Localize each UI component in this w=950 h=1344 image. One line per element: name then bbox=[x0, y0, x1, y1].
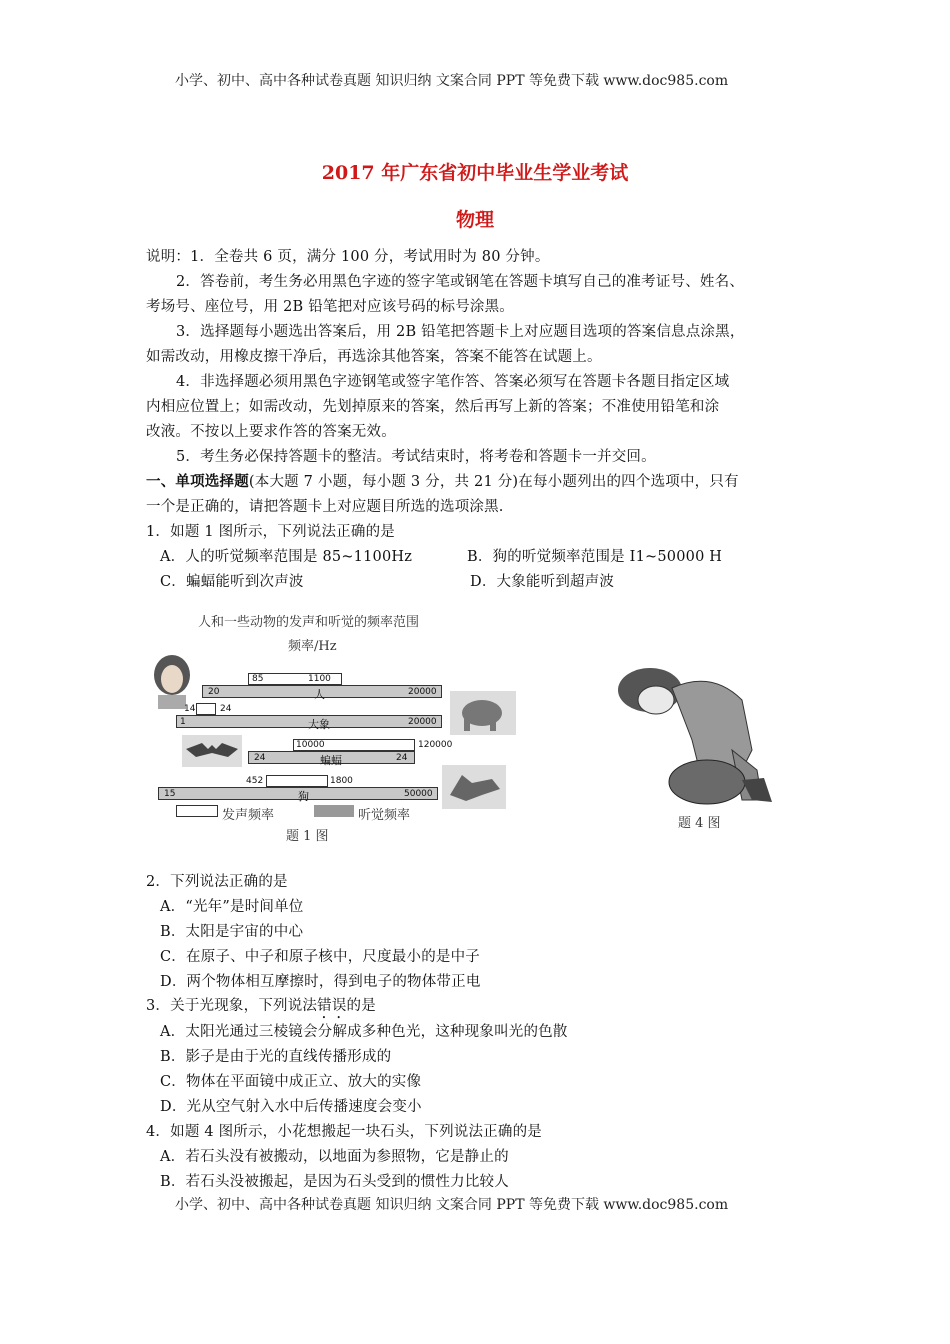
legend-emit-label: 发声频率 bbox=[222, 808, 275, 823]
label: 狗 bbox=[298, 790, 309, 803]
instruction-line: 考场号、座位号，用 2B 铅笔把对应该号码的标号涂黑。 bbox=[146, 299, 514, 315]
emit-bar-elephant bbox=[196, 703, 216, 715]
question-1-stem: 1．如题 1 图所示，下列说法正确的是 bbox=[146, 524, 395, 540]
dog-icon bbox=[442, 765, 506, 809]
girl-lifting-stone-illustration bbox=[592, 660, 792, 810]
subject-title: 物理 bbox=[455, 209, 494, 231]
question-2-option-c: C．在原子、中子和原子核中，尺度最小的是中子 bbox=[160, 949, 480, 965]
person-icon bbox=[148, 653, 196, 709]
label: 1800 bbox=[330, 776, 353, 786]
label: 50000 bbox=[404, 789, 433, 799]
instruction-line: 改液。不按以上要求作答的答案无效。 bbox=[146, 424, 396, 440]
label: 蝙蝠 bbox=[320, 754, 342, 767]
question-3-option-b: B．影子是由于光的直线传播形成的 bbox=[160, 1049, 392, 1065]
exam-title: 2017 年广东省初中毕业生学业考试 bbox=[321, 162, 629, 184]
legend-hear-swatch bbox=[314, 805, 354, 817]
section-title: 一、单项选择题 bbox=[146, 473, 249, 490]
instruction-line: 3．选择题每小题选出答案后，用 2B 铅笔把答题卡上对应题目选项的答案信息点涂黑， bbox=[176, 324, 745, 340]
label: 15 bbox=[164, 789, 176, 799]
label: 人 bbox=[314, 688, 325, 701]
instruction-line: 2．答卷前，考生务必用黑色字迹的签字笔或钢笔在答题卡填写自己的准考证号、姓名、 bbox=[176, 274, 745, 290]
question-3-option-d: D．光从空气射入水中后传播速度会变小 bbox=[160, 1099, 422, 1115]
figure-4-caption: 题 4 图 bbox=[678, 816, 721, 831]
question-3-stem-post: 的是 bbox=[346, 998, 376, 1014]
question-3-option-a: A．太阳光通过三棱镜会分解成多种色光，这种现象叫光的色散 bbox=[160, 1024, 568, 1040]
question-3-stem bbox=[146, 994, 376, 1022]
figure-1-unit: 频率/Hz bbox=[288, 639, 337, 654]
instruction-line: 内相应位置上；如需改动，先划掉原来的答案，然后再写上新的答案；不准使用铅笔和涂 bbox=[146, 399, 720, 415]
question-1-option-d: D．大象能听到超声波 bbox=[470, 574, 615, 590]
page-footer: 小学、初中、高中各种试卷真题 知识归纳 文案合同 PPT 等免费下载 www.doc985.com bbox=[175, 1197, 729, 1213]
label: 24 bbox=[254, 753, 266, 763]
question-2-option-a: A．“光年”是时间单位 bbox=[160, 899, 304, 915]
instruction-line: 说明：1．全卷共 6 页，满分 100 分，考试用时为 80 分钟。 bbox=[146, 249, 550, 265]
label: 20000 bbox=[408, 717, 437, 727]
label: 14 bbox=[184, 704, 196, 714]
label: 20 bbox=[208, 687, 220, 697]
question-4-option-a: A．若石头没有被搬动，以地面为参照物，它是静止的 bbox=[160, 1149, 509, 1165]
label: 24 bbox=[396, 753, 408, 763]
question-1-option-c: C．蝙蝠能听到次声波 bbox=[160, 574, 304, 590]
elephant-icon bbox=[450, 691, 516, 735]
label: 85 bbox=[252, 674, 264, 684]
question-2-option-b: B．太阳是宇宙的中心 bbox=[160, 924, 304, 940]
figure-4 bbox=[592, 660, 792, 835]
question-3-option-c: C．物体在平面镜中成正立、放大的实像 bbox=[160, 1074, 422, 1090]
legend-emit-swatch bbox=[176, 805, 218, 817]
figure-1 bbox=[148, 605, 478, 845]
section-desc: (本大题 7 小题，每小题 3 分，共 21 分)在每小题列出的四个选项中，只有 bbox=[248, 474, 739, 490]
question-2-option-d: D．两个物体相互摩擦时，得到电子的物体带正电 bbox=[160, 974, 481, 990]
label: 20000 bbox=[408, 687, 437, 697]
label: 10000 bbox=[296, 740, 325, 750]
label: 24 bbox=[220, 704, 232, 714]
question-2-stem: 2．下列说法正确的是 bbox=[146, 874, 288, 890]
question-1-option-b: B．狗的听觉频率范围是 I1~50000 H bbox=[467, 549, 723, 565]
question-4-stem: 4．如题 4 图所示，小花想搬起一块石头，下列说法正确的是 bbox=[146, 1124, 542, 1140]
label: 1 bbox=[180, 717, 186, 727]
question-4-option-b: B．若石头没被搬起，是因为石头受到的惯性力比较人 bbox=[160, 1174, 509, 1190]
instruction-line: 5．考生务必保持答题卡的整洁。考试结束时，将考卷和答题卡一并交回。 bbox=[176, 449, 656, 465]
question-1-option-a: A．人的听觉频率范围是 85~1100Hz bbox=[160, 549, 413, 565]
question-3-emphasis: 错误 bbox=[317, 998, 347, 1014]
page-header: 小学、初中、高中各种试卷真题 知识归纳 文案合同 PPT 等免费下载 www.doc985.com bbox=[175, 73, 729, 89]
legend-hear-label: 听觉频率 bbox=[358, 808, 411, 823]
question-3-stem-pre: 3．关于光现象，下列说法 bbox=[146, 998, 318, 1014]
label: 120000 bbox=[418, 740, 453, 750]
figure-1-caption: 题 1 图 bbox=[286, 829, 329, 844]
label: 1100 bbox=[308, 674, 331, 684]
label: 452 bbox=[246, 776, 264, 786]
bat-icon bbox=[182, 735, 242, 767]
section-heading bbox=[146, 470, 739, 491]
label: 大象 bbox=[308, 718, 330, 731]
instruction-line: 如需改动，用橡皮擦干净后，再选涂其他答案，答案不能答在试题上。 bbox=[146, 349, 602, 365]
instruction-line: 4．非选择题必须用黑色字迹钢笔或签字笔作答、答案必须写在答题卡各题目指定区域 bbox=[176, 374, 730, 390]
figure-1-title: 人和一些动物的发声和听觉的频率范围 bbox=[198, 615, 420, 630]
section-desc-2: 一个是正确的，请把答题卡上对应题目所选的选项涂黑. bbox=[146, 499, 504, 515]
emit-bar-dog bbox=[266, 775, 328, 787]
